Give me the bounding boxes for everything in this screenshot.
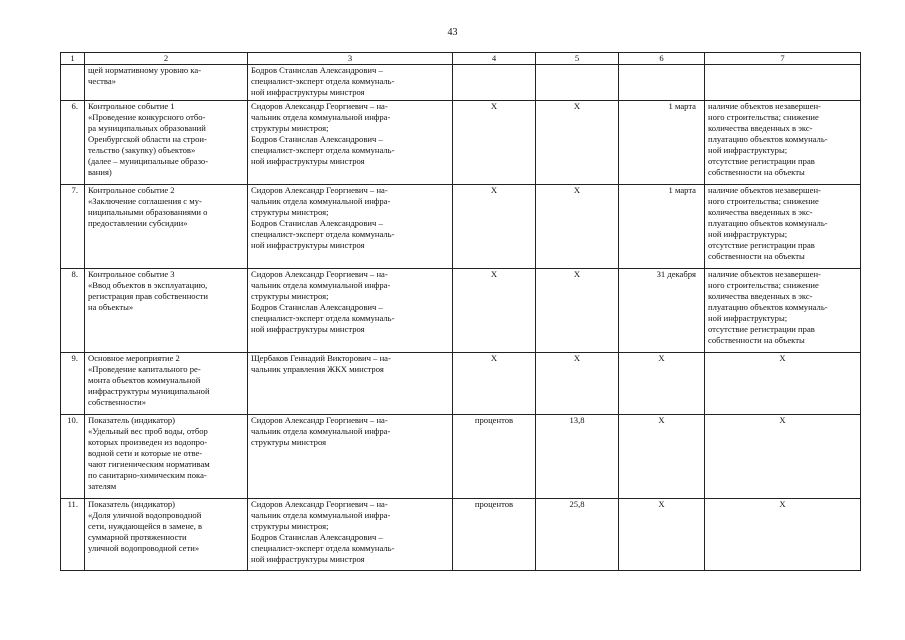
row-number: 9. [61,353,85,415]
unit-cell: X [453,101,536,185]
risks-cell: X [705,415,861,499]
row-number: 7. [61,185,85,269]
page-number: 43 [447,27,458,38]
unit-cell: процентов [453,499,536,571]
table-row [61,499,861,571]
column-number: 6 [619,53,705,65]
risks-cell: наличие объектов незавершен- ного строительства; снижение количества введенных в экс- плуатацию объектов коммуналь- ной инфраструктуры; отсутствие регистрации прав собственности на объекты [705,101,861,185]
column-number: 7 [705,53,861,65]
date-cell: 1 марта [619,101,705,185]
unit-cell [453,65,536,101]
row-number: 11. [61,499,85,571]
risks-cell: наличие объектов незавершен- ного строительства; снижение количества введенных в экс- плуатацию объектов коммуналь- ной инфраструктуры; отсутствие регистрации прав собственности на объекты [705,269,861,353]
event-cell: Показатель (индикатор) «Доля уличной водопроводной сети, нуждающейся в замене, в суммарной протяженности уличной водопроводной сети» [85,499,248,571]
column-number: 1 [61,53,85,65]
row-number: 8. [61,269,85,353]
value-cell [536,65,619,101]
value-cell: 13,8 [536,415,619,499]
date-cell: 31 декабря [619,269,705,353]
responsible-cell: Сидоров Александр Георгиевич – на- чальник отдела коммунальной инфра- структуры минстроя; Бодров Станислав Александрович – специалист-эксперт отдела коммуналь- ной инфраструктуры минстроя [248,499,453,571]
table-row [61,269,861,353]
row-number: 10. [61,415,85,499]
column-number: 4 [453,53,536,65]
event-cell: Показатель (индикатор) «Удельный вес проб воды, отбор которых произведен из водопро- водной сети и которые не отве- чают гигиеническим нормативам по санитарно-химическим пока- зателям [85,415,248,499]
unit-cell: X [453,185,536,269]
event-cell: Основное мероприятие 2 «Проведение капитального ре- монта объектов коммунальной инфраструктуры муниципальной собственности» [85,353,248,415]
date-cell: X [619,415,705,499]
date-cell: X [619,499,705,571]
table-row [61,65,861,101]
responsible-cell: Щербаков Геннадий Викторович – на- чальник управления ЖКХ минстроя [248,353,453,415]
unit-cell: процентов [453,415,536,499]
value-cell: 25,8 [536,499,619,571]
table-row [61,353,861,415]
column-number: 5 [536,53,619,65]
risks-cell [705,65,861,101]
column-number: 2 [85,53,248,65]
row-number [61,65,85,101]
responsible-cell: Бодров Станислав Александрович – специалист-эксперт отдела коммуналь- ной инфраструктуры минстроя [248,65,453,101]
responsible-cell: Сидоров Александр Георгиевич – на- чальник отдела коммунальной инфра- структуры минстроя [248,415,453,499]
table-row [61,415,861,499]
column-number: 3 [248,53,453,65]
column-number-row [61,53,861,65]
value-cell: X [536,185,619,269]
unit-cell: X [453,269,536,353]
plan-table [60,52,861,571]
value-cell: X [536,101,619,185]
event-cell: щей нормативному уровню ка- чества» [85,65,248,101]
table-row [61,101,861,185]
date-cell: 1 марта [619,185,705,269]
row-number: 6. [61,101,85,185]
unit-cell: X [453,353,536,415]
risks-cell: X [705,499,861,571]
date-cell [619,65,705,101]
risks-cell: X [705,353,861,415]
event-cell: Контрольное событие 3 «Ввод объектов в эксплуатацию, регистрация прав собственности на объекты» [85,269,248,353]
responsible-cell: Сидоров Александр Георгиевич – на- чальник отдела коммунальной инфра- структуры минстроя; Бодров Станислав Александрович – специалист-эксперт отдела коммуналь- ной инфраструктуры минстроя [248,269,453,353]
risks-cell: наличие объектов незавершен- ного строительства; снижение количества введенных в экс- плуатацию объектов коммуналь- ной инфраструктуры; отсутствие регистрации прав собственности на объекты [705,185,861,269]
table-row [61,185,861,269]
value-cell: X [536,269,619,353]
event-cell: Контрольное событие 1 «Проведение конкурсного отбо- ра муниципальных образований Оренбургской области на строи- тельство (закупку) объектов» (далее – муниципальные образо- вания) [85,101,248,185]
responsible-cell: Сидоров Александр Георгиевич – на- чальник отдела коммунальной инфра- структуры минстроя; Бодров Станислав Александрович – специалист-эксперт отдела коммуналь- ной инфраструктуры минстроя [248,185,453,269]
event-cell: Контрольное событие 2 «Заключение соглашения с му- ниципальными образованиями о предоставлении субсидии» [85,185,248,269]
responsible-cell: Сидоров Александр Георгиевич – на- чальник отдела коммунальной инфра- структуры минстроя; Бодров Станислав Александрович – специалист-эксперт отдела коммуналь- ной инфраструктуры минстроя [248,101,453,185]
date-cell: X [619,353,705,415]
value-cell: X [536,353,619,415]
